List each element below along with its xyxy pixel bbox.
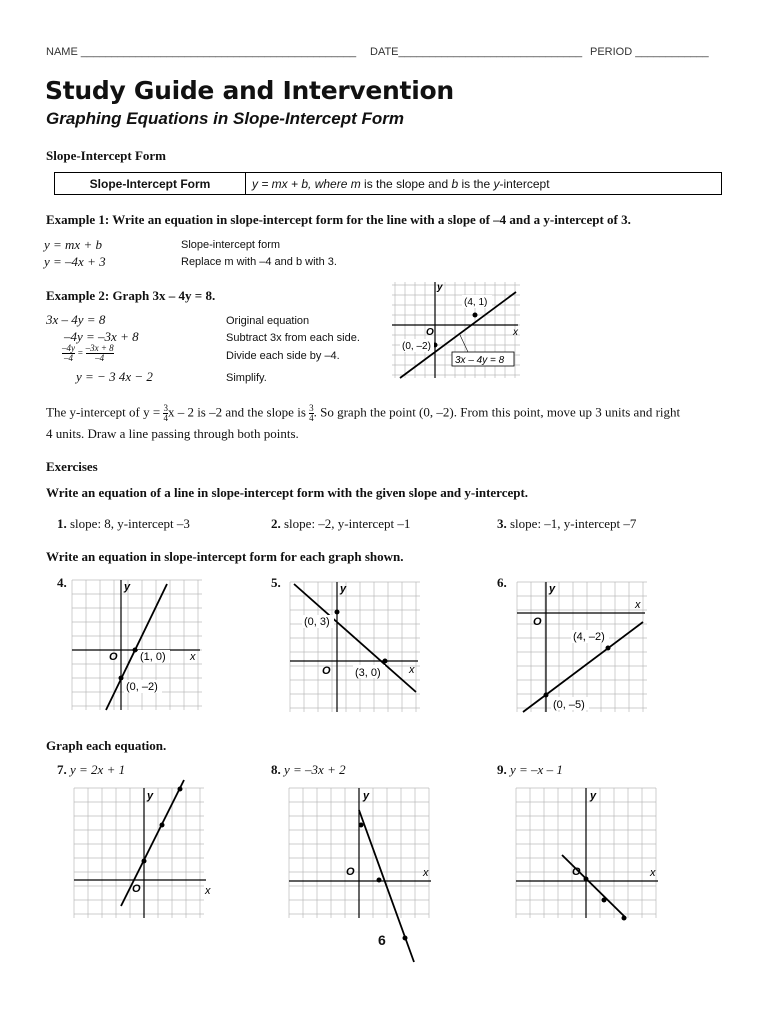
svg-text:y: y [340,583,347,595]
exercises-instruction-2: Write an equation in slope-intercept form for each graph shown. [46,549,404,564]
example2-note-3: Divide each side by –4. [226,350,340,362]
exercise-5-graph [288,580,423,715]
exercise-1: 1. slope: 8, y-intercept –3 [57,516,190,531]
exercise-4-label-a: (1, 0) [140,651,166,663]
section-heading: Slope-Intercept Form [46,148,166,163]
svg-text:y: y [590,790,597,802]
page-number: 6 [378,932,386,948]
exercise-3: 3. slope: –1, y-intercept –7 [497,516,637,531]
exercise-4-label-b: (0, –2) [126,681,158,693]
svg-text:y: y [124,581,131,593]
example1-note-2: Replace m with –4 and b with 3. [181,256,337,268]
example1-eq-1: y = mx + b [44,237,102,252]
exercise-6-label-b: (0, –5) [553,699,585,711]
exercise-7: 7. y = 2x + 1 [57,762,126,777]
svg-text:O: O [533,616,542,628]
svg-text:O: O [346,866,355,878]
svg-text:O: O [572,866,581,878]
exercises-instruction-1: Write an equation of a line in slope-intercept form with the given slope and y-intercept. [46,485,529,500]
example2-explanation: The y-intercept of y = $\frac{3}{4}$ x – 2 is –2 and the slope is $\frac{3}{4}$ . So graph the point (0, –2). From this point, move up 3 units and right [46,403,681,423]
svg-text:x: x [635,599,641,611]
exercise-2: 2. slope: –2, y-intercept –1 [271,516,411,531]
svg-text:O: O [109,651,118,663]
definition-table [54,172,722,195]
equation-label: 3x – 4y = 8 [455,355,505,366]
example2-step-1: 3x – 4y = 8 [46,312,106,327]
point-b-label: (0, –2) [402,341,431,352]
svg-text:O: O [132,883,141,895]
exercise-5-number: 5. [271,575,281,590]
period-field: PERIOD ____________ [590,46,709,58]
example2-explanation-2: 4 units. Draw a line passing through both points. [46,426,299,441]
exercise-9: 9. y = –x – 1 [497,762,563,777]
svg-text:y: y [549,583,556,595]
exercise-6-label-a: (4, –2) [573,631,605,643]
exercises-instruction-3: Graph each equation. [46,738,167,753]
svg-text:y: y [147,790,154,802]
example1-eq-2: y = –4x + 3 [44,254,106,269]
exercise-5-label-a: (0, 3) [304,616,330,628]
definition-term: Slope-Intercept Form [55,173,246,195]
exercise-6-number: 6. [497,575,507,590]
example2-heading: Example 2: Graph 3x – 4y = 8. [46,288,216,303]
example2-step-2: –4y = –3x + 8 [64,329,139,344]
page-subtitle: Graphing Equations in Slope-Intercept Form [46,109,404,128]
x-axis-label: x [513,327,518,338]
point-a [473,313,478,318]
svg-text:x: x [423,867,429,879]
svg-text:x: x [409,664,415,676]
exercise-9-graph [512,782,662,932]
name-field: NAME _____________________________________________ [46,46,357,58]
example2-note-2: Subtract 3x from each side. [226,332,360,344]
example2-step-3: $\frac{-4y}{-4}$ = $\frac{-3x + 8}{-4}$ [62,343,114,363]
svg-text:y: y [363,790,370,802]
origin-label: O [426,327,434,338]
example2-note-4: Simplify. [226,372,267,384]
exercise-8: 8. y = –3x + 2 [271,762,346,777]
svg-text:x: x [190,651,196,663]
example2-graph [390,280,525,380]
svg-text:x: x [650,867,656,879]
point-a-label: (4, 1) [464,297,488,308]
exercise-4-number: 4. [57,575,67,590]
exercise-8-graph [285,782,435,964]
example1-note-1: Slope-intercept form [181,239,281,251]
svg-text:O: O [322,665,331,677]
exercise-6-graph [515,580,650,715]
exercise-5-label-b: (3, 0) [355,667,381,679]
page-title: Study Guide and Intervention [45,76,454,105]
example1-heading: Example 1: Write an equation in slope-intercept form for the line with a slope of –4 and a y-intercept of 3. [46,212,631,227]
y-axis-label: y [437,282,443,293]
definition-description: y = mx + b, where m is the slope and b is the y-intercept [246,173,722,195]
exercise-4-graph [70,578,205,713]
exercise-7-graph [70,776,220,926]
example2-step-4: y = − 3 4x − 2 [76,369,153,384]
example2-note-1: Original equation [226,315,310,327]
date-field: DATE______________________________ [370,46,583,58]
svg-text:x: x [205,885,211,897]
exercises-heading: Exercises [46,459,98,474]
